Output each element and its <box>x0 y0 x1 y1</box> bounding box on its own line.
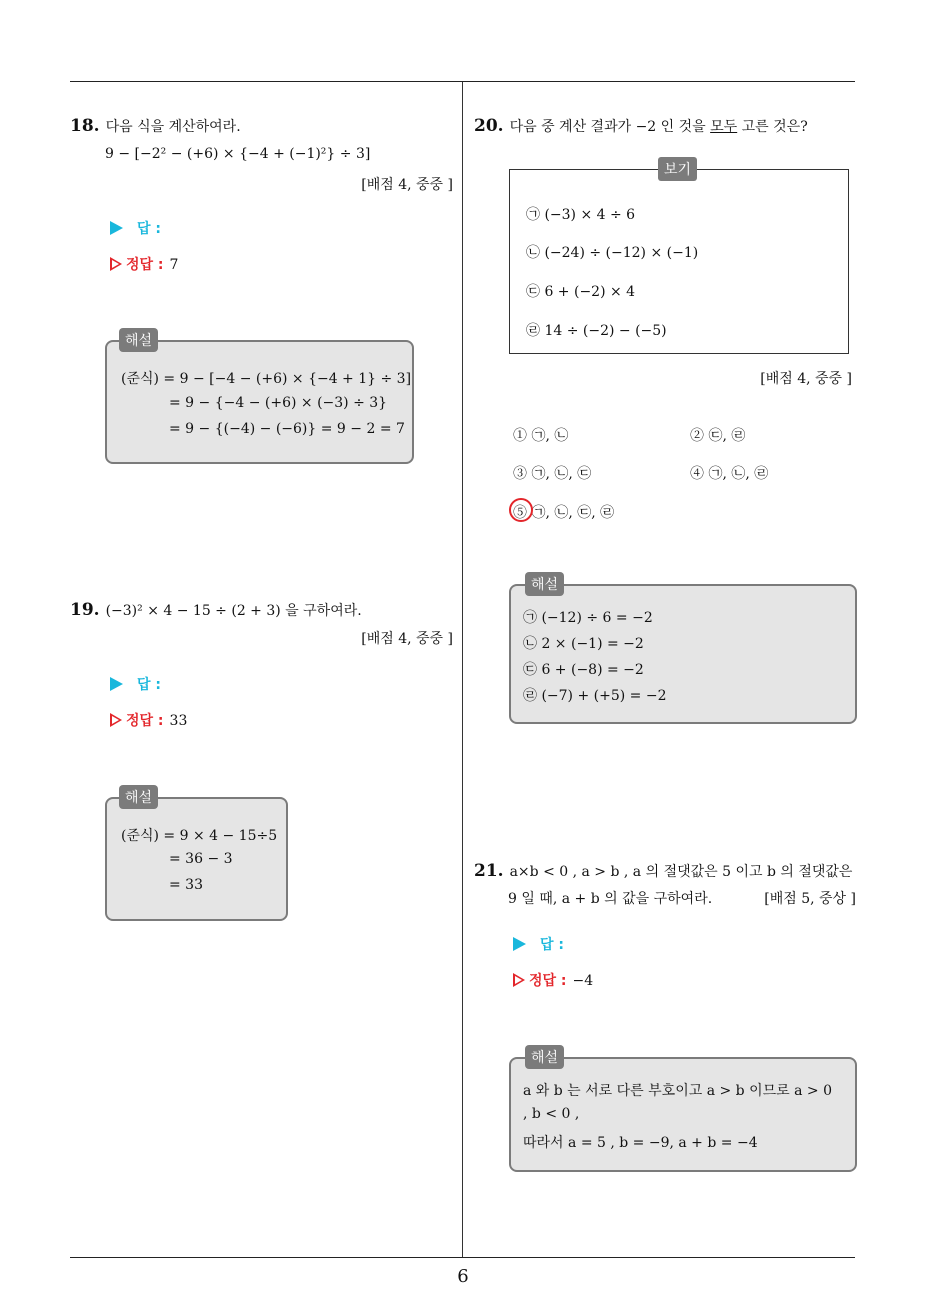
play-icon <box>513 937 526 951</box>
q19-answer-label: 답 : <box>137 677 161 693</box>
q21-answer-label: 답 : <box>540 937 564 953</box>
q20-prompt-post: 고른 것은? <box>737 119 808 135</box>
q21-explanation-tag: 해설 <box>525 1045 564 1069</box>
q19-answer-row <box>110 674 161 694</box>
q19-correct-row <box>110 710 187 730</box>
page-number: 6 <box>457 1266 469 1287</box>
q20-prompt-underlined: 모두 <box>710 119 738 135</box>
q21-header <box>474 861 852 881</box>
q20-expl-line-2: ㉡ 2 × (−1) = −2 <box>523 636 644 652</box>
q18-correct-value: 7 <box>169 257 179 273</box>
q19-header <box>70 600 362 620</box>
q18-score: [배점 4, 중중 ] <box>361 177 453 193</box>
selected-answer-circle-icon <box>509 498 533 522</box>
q19-expl-line-1: (준식) = 9 × 4 − 15÷5 <box>121 828 278 844</box>
q20-prompt-pre: 다음 중 계산 결과가 −2 인 것을 <box>509 119 711 135</box>
q18-expl-line-2: = 9 − {−4 − (+6) × (−3) ÷ 3} <box>169 395 388 411</box>
q20-choice-5[interactable]: ⑤ ㉠, ㉡, ㉢, ㉣ <box>513 505 615 521</box>
q21-correct-row <box>513 970 593 990</box>
q19-explanation-box <box>105 797 288 921</box>
q18-correct-row <box>110 254 178 274</box>
q21-explanation-box <box>509 1057 857 1172</box>
q20-choice-3[interactable]: ③ ㉠, ㉡, ㉢ <box>513 466 592 482</box>
q20-boggi-tag: 보기 <box>658 157 697 181</box>
q19-correct-label: 정답 : <box>126 713 164 729</box>
q20-explanation-box <box>509 584 857 724</box>
q21-expl-line-2: , b < 0 , <box>523 1106 580 1122</box>
q21-correct-value: −4 <box>572 973 594 989</box>
q18-expression: 9 − [−2² − (+6) × {−4 + (−1)²} ÷ 3] <box>105 146 371 162</box>
outline-triangle-icon <box>110 257 122 271</box>
q20-boggi-item-3: ㉢ 6 + (−2) × 4 <box>526 284 636 300</box>
q18-number: 18. <box>70 116 100 136</box>
q21-expl-line-3: 따라서 a = 5 , b = −9, a + b = −4 <box>523 1135 758 1151</box>
q19-explanation-tag: 해설 <box>119 785 158 809</box>
q18-expl-line-3: = 9 − {(−4) − (−6)} = 9 − 2 = 7 <box>169 421 405 437</box>
q20-number: 20. <box>474 116 504 136</box>
q21-score: [배점 5, 중상 ] <box>764 891 856 907</box>
q20-header <box>474 116 808 136</box>
bottom-rule <box>70 1257 855 1258</box>
q19-score: [배점 4, 중중 ] <box>361 631 453 647</box>
q20-score: [배점 4, 중중 ] <box>760 371 852 387</box>
q21-correct-label: 정답 : <box>529 973 567 989</box>
q18-explanation-box <box>105 340 414 464</box>
q20-expl-line-1: ㉠ (−12) ÷ 6 = −2 <box>523 610 653 626</box>
q18-answer-row <box>110 218 161 238</box>
q21-answer-row <box>513 934 564 954</box>
play-icon <box>110 677 123 691</box>
q18-prompt: 다음 식을 계산하여라. <box>105 119 241 135</box>
q20-choice-1[interactable]: ① ㉠, ㉡ <box>513 428 569 444</box>
q20-boggi-item-1: ㉠ (−3) × 4 ÷ 6 <box>526 207 636 223</box>
q19-expl-line-2: = 36 − 3 <box>169 851 233 867</box>
q21-number: 21. <box>474 861 504 881</box>
q18-expl-line-1: (준식) = 9 − [−4 − (+6) × {−4 + 1} ÷ 3] <box>121 371 412 387</box>
q19-prompt: (−3)² × 4 − 15 ÷ (2 + 3) 을 구하여라. <box>105 603 362 619</box>
q18-explanation-tag: 해설 <box>119 328 158 352</box>
q20-expl-line-4: ㉣ (−7) + (+5) = −2 <box>523 688 667 704</box>
q18-header <box>70 116 241 136</box>
q19-number: 19. <box>70 600 100 620</box>
q21-expl-line-1: a 와 b 는 서로 다른 부호이고 a > b 이므로 a > 0 <box>523 1083 832 1099</box>
q20-explanation-tag: 해설 <box>525 572 564 596</box>
play-icon <box>110 221 123 235</box>
q18-answer-label: 답 : <box>137 221 161 237</box>
outline-triangle-icon <box>110 713 122 727</box>
q21-prompt-line-1: a×b < 0 , a > b , a 의 절댓값은 5 이고 b 의 절댓값은 <box>509 864 853 880</box>
outline-triangle-icon <box>513 973 525 987</box>
q18-correct-label: 정답 : <box>126 257 164 273</box>
q20-boggi-item-2: ㉡ (−24) ÷ (−12) × (−1) <box>526 245 699 261</box>
q21-prompt-line-2: 9 일 때, a + b 의 값을 구하여라. <box>508 891 713 907</box>
q20-boggi-item-4: ㉣ 14 ÷ (−2) − (−5) <box>526 323 667 339</box>
q20-boggi-box <box>509 169 849 354</box>
column-divider <box>462 82 463 1258</box>
q20-choice-4[interactable]: ④ ㉠, ㉡, ㉣ <box>690 466 769 482</box>
q19-correct-value: 33 <box>169 713 188 729</box>
q20-expl-line-3: ㉢ 6 + (−8) = −2 <box>523 662 644 678</box>
q20-choice-2[interactable]: ② ㉢, ㉣ <box>690 428 746 444</box>
q19-expl-line-3: = 33 <box>169 877 203 893</box>
